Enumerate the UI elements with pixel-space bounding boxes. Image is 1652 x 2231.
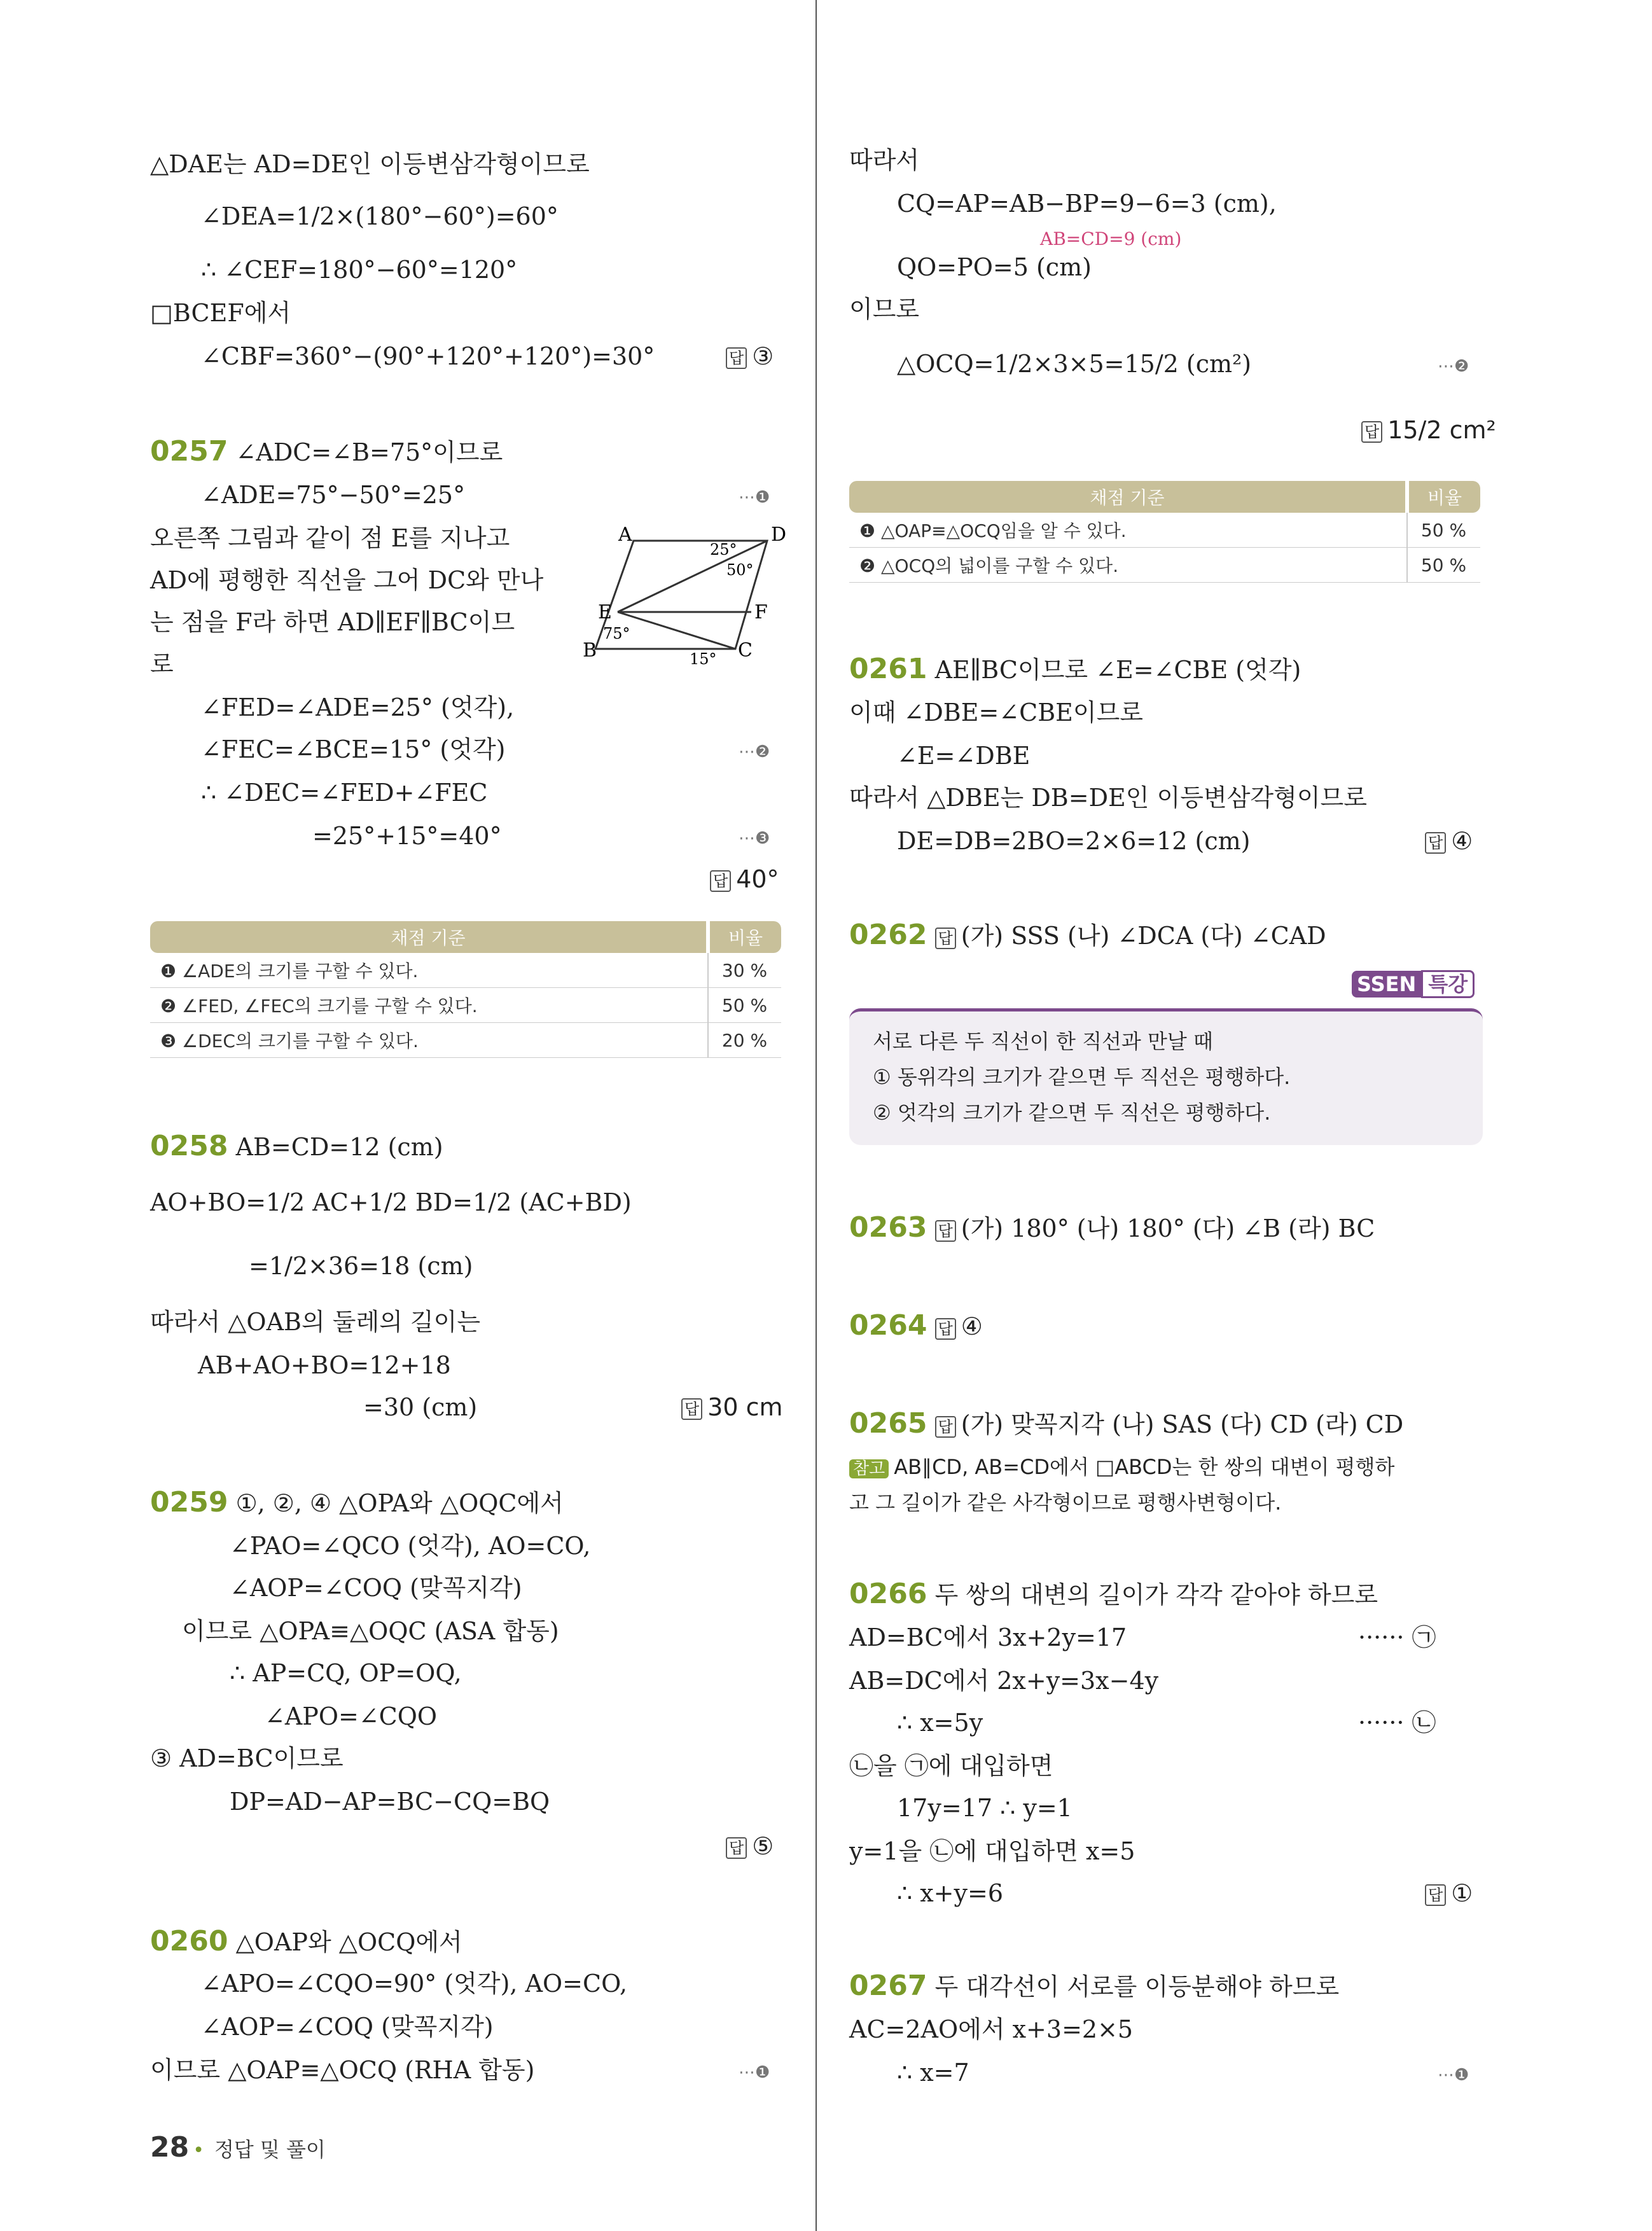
table-header: 채점 기준 [849,481,1407,513]
reference-note: 고 그 길이가 같은 사각형이므로 평행사변형이다. [849,1491,1282,1515]
equation: ∠APO=∠CQO [265,1702,438,1730]
score-mark-1: ⋯❶ [739,488,770,507]
answer-label-icon: 답 [1425,832,1446,854]
equation: ∠FEC=∠BCE=15° (엇각) [201,735,506,763]
table-row: ❶ △OAP≡△OCQ임을 알 수 있다. 50 % [849,513,1480,548]
equation: =30 (cm) [363,1393,478,1421]
text-line: 따라서 △DBE는 DB=DE인 이등변삼각형이므로 [849,784,1367,812]
equation: AD=BC에서 3x+2y=17 [849,1623,1127,1651]
equation: AB+AO+BO=12+18 [198,1351,451,1379]
answer-label-icon: 답 [1425,1884,1446,1906]
text-line: 로 [150,650,174,678]
point-label: A [618,524,632,546]
grading-table [849,481,1480,583]
equation: DP=AD−AP=BC−CQ=BQ [230,1788,550,1816]
equation: QO=PO=5 (cm) [897,253,1092,281]
reference-note: 참고 AB∥CD, AB=CD에서 □ABCD는 한 쌍의 대변이 평행하 [849,1453,1394,1483]
answer: 답 ⑤ [726,1832,774,1860]
equation: △OCQ=1/2×3×5=15/2 (cm²) [897,350,1252,378]
text-line: 이때 ∠DBE=∠CBE이므로 [849,698,1144,726]
answer-label-icon: 답 [935,928,956,949]
text-line: 따라서 [849,146,920,174]
table-header: 비율 [1407,481,1480,513]
equation: ∠APO=∠CQO=90° (엇각), AO=CO, [201,1970,628,1998]
score-mark-3: ⋯❸ [739,829,770,848]
equation: ∠E=∠DBE [897,742,1031,770]
problem-0264: 0264 답 ④ [849,1309,983,1342]
angle-label: 15° [690,650,717,668]
equation-tag: ······ ㉠ [1358,1623,1436,1651]
equation: ∴ x=5y [897,1709,983,1737]
equation: 이므로 △OPA≡△OQC (ASA 합동) [182,1617,559,1645]
problem-0261: 0261 AE∥BC이므로 ∠E=∠CBE (엇각) [849,653,1301,685]
answer-label-icon: 답 [726,1837,747,1859]
answer-label-icon: 답 [1361,421,1382,443]
text-line: AD에 평행한 직선을 그어 DC와 만나 [150,566,544,594]
answer: 답 ① [1425,1879,1473,1907]
equation: ∠PAO=∠QCO (엇각), AO=CO, [230,1532,591,1560]
equation: ∴ AP=CQ, OP=OQ, [230,1659,462,1687]
answer: 답 30 cm [681,1393,783,1421]
equation: ∠ADE=75°−50°=25° [201,481,466,509]
equation: 이므로 △OAP≡△OCQ (RHA 합동) [150,2056,535,2084]
table-row: ❶ ∠ADE의 크기를 구할 수 있다. 30 % [150,953,781,988]
equation: ∠DEA=1/2×(180°−60°)=60° [201,202,559,230]
table-row: ❸ ∠DEC의 크기를 구할 수 있다. 20 % [150,1023,781,1058]
score-mark-2: ⋯❷ [739,742,770,761]
equation: ∴ x+y=6 [897,1879,1004,1907]
table-header: 비율 [708,921,781,953]
score-mark-1: ⋯❶ [739,2063,770,2082]
equation: AB=DC에서 2x+y=3x−4y [849,1667,1159,1695]
angle-label: 75° [603,625,630,643]
equation: CQ=AP=AB−BP=9−6=3 (cm), [897,190,1277,218]
annotation-note: AB=CD=9 (cm) [1040,228,1182,249]
point-label: B [583,639,597,662]
footer-title: 정답 및 풀이 [214,2137,326,2162]
score-mark-2: ⋯❷ [1438,357,1469,376]
equation: y=1을 ㉡에 대입하면 x=5 [849,1837,1135,1865]
equation: 17y=17 ∴ y=1 [897,1794,1072,1822]
equation: DE=DB=2BO=2×6=12 (cm) [897,827,1251,855]
equation: ③ AD=BC이므로 [150,1744,344,1772]
problem-0262: 0262 답 (가) SSS (나) ∠DCA (다) ∠CAD [849,919,1326,951]
equation-tag: ······ ㉡ [1358,1709,1436,1737]
problem-0259: 0259 ①, ②, ④ △OPA와 △OQC에서 [150,1486,564,1519]
text-line: △DAE는 AD=DE인 이등변삼각형이므로 [150,150,590,178]
table-row: ❷ △OCQ의 넓이를 구할 수 있다. 50 % [849,548,1480,583]
equation: =25°+15°=40° [312,822,502,850]
problem-0267: 0267 두 대각선이 서로를 이등분해야 하므로 [849,1970,1340,2002]
answer-label-icon: 답 [935,1318,956,1340]
page-footer: 28 • 정답 및 풀이 [150,2131,326,2164]
answer: 답 40° [710,865,779,893]
point-label: C [738,639,753,662]
problem-0266: 0266 두 쌍의 대변의 길이가 각각 같아야 하므로 [849,1578,1378,1610]
angle-label: 25° [710,541,737,559]
equation: ∴ ∠DEC=∠FED+∠FEC [201,779,488,807]
problem-0260: 0260 △OAP와 △OCQ에서 [150,1925,462,1957]
answer: 답 ④ [1425,827,1473,855]
equation: ∠AOP=∠COQ (맞꼭지각) [230,1574,522,1602]
answer: 답 ③ [726,342,774,370]
text-line: 따라서 △OAB의 둘레의 길이는 [150,1308,481,1336]
problem-0257: 0257 ∠ADC=∠B=75°이므로 [150,435,503,468]
equation: ∴ x=7 [897,2059,969,2087]
answer-label-icon: 답 [935,1416,956,1438]
score-mark-1: ⋯❶ [1438,2066,1469,2085]
answer-label-icon: 답 [935,1220,956,1242]
answer-label-icon: 답 [710,870,731,892]
grading-table [150,921,781,1058]
equation: ∴ ∠CEF=180°−60°=120° [201,256,518,284]
answer: 답 15/2 cm² [1361,416,1496,444]
text-line: 는 점을 F라 하면 AD∥EF∥BC이므 [150,608,515,636]
equation: ∠FED=∠ADE=25° (엇각), [201,693,515,721]
text-line: □BCEF에서 [150,299,291,327]
reference-tag: 참고 [849,1459,889,1478]
tip-line: 서로 다른 두 직선이 한 직선과 만날 때 [873,1029,1213,1053]
problem-0258: 0258 AB=CD=12 (cm) [150,1130,443,1162]
equation: AC=2AO에서 x+3=2×5 [849,2015,1134,2043]
answer-label-icon: 답 [681,1398,702,1420]
equation: =1/2×36=18 (cm) [249,1252,473,1280]
answer-label-icon: 답 [726,347,747,369]
problem-0263: 0263 답 (가) 180° (나) 180° (다) ∠B (라) BC [849,1211,1375,1244]
equation: AO+BO=1/2 AC+1/2 BD=1/2 (AC+BD) [150,1188,632,1216]
text-line: 이므로 [849,295,920,323]
text-line: ㉡을 ㉠에 대입하면 [849,1752,1053,1780]
tip-line: ② 엇각의 크기가 같으면 두 직선은 평행하다. [873,1101,1271,1125]
equation: ∠AOP=∠COQ (맞꼭지각) [201,2013,494,2041]
problem-0265: 0265 답 (가) 맞꼭지각 (나) SAS (다) CD (라) CD [849,1407,1404,1440]
equation: ∠CBF=360°−(90°+120°+120°)=30° [201,342,655,370]
parallelogram-figure [583,522,786,674]
table-row: ❷ ∠FED, ∠FEC의 크기를 구할 수 있다. 50 % [150,988,781,1023]
point-label: D [771,524,786,546]
page-number: 28 [150,2131,190,2164]
point-label: F [754,601,768,623]
table-header: 채점 기준 [150,921,708,953]
point-label: E [598,601,612,623]
column-divider [816,0,817,2231]
text-line: 오른쪽 그림과 같이 점 E를 지나고 [150,524,510,552]
ssen-tip-tag: SSEN 특강 [1352,968,1475,997]
angle-label: 50° [726,561,754,579]
tip-line: ① 동위각의 크기가 같으면 두 직선은 평행하다. [873,1065,1291,1089]
